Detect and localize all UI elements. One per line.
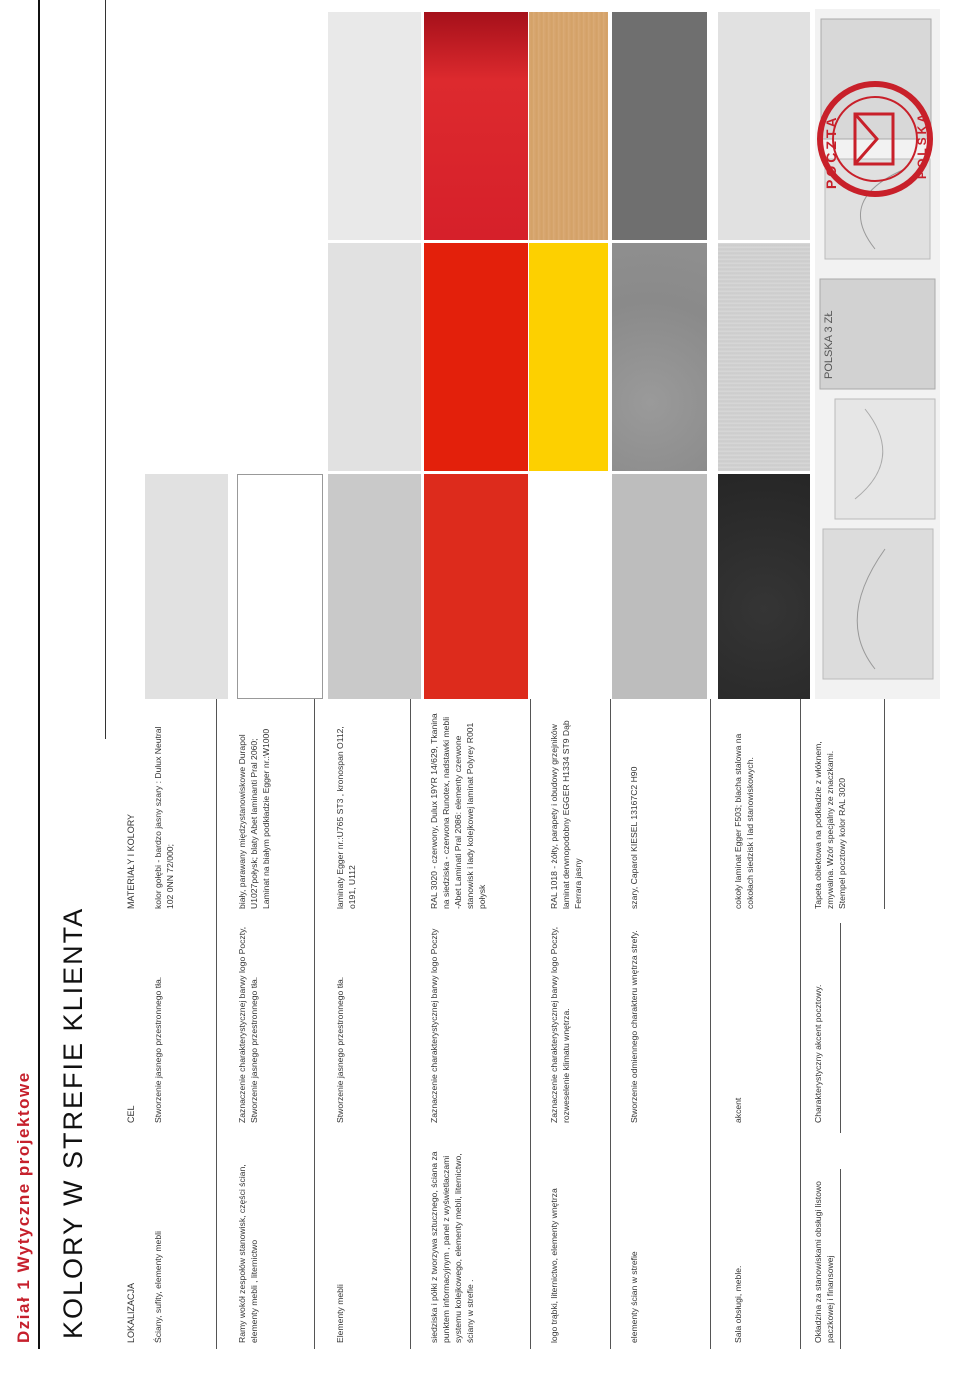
row-5-materials: RAL 1018 - żółty, parapety i obudowy grzejników laminat derwnopodobny EGGER H1334 ST9 Dąb Ferrara jasny [549,720,583,909]
row-8-materials: Tapeta obiektowa na podkładzie z włóknem, zmywalna. Wzór specjalny ze znaczkami. Stempel pocztowy kolor RAL 3020 [813,741,847,909]
row-6-location: elementy ścian w strefie [629,1251,639,1343]
row-5-location: logo trąbki, liternictwo, elementy wnętrza [549,1188,559,1343]
swatch-dark-grey [612,12,707,240]
row-3-location: Elementy mebli [335,1284,345,1343]
swatch-red-fabric [424,474,528,699]
swatch-brushed-steel [718,243,810,471]
swatch-red-gloss [424,12,528,240]
row-divider [840,1169,841,1349]
row-7-materials: cokoły laminat Egger F503; blacha stalowa na cokołach siedzisk i lad stanowiskowych. [733,733,755,909]
row-7-location: Sala obsługi, meble. [733,1265,743,1343]
row-divider [610,699,611,1349]
row-4-location: siedziska i półki z tworzywa sztucznego, ściana za punktem informacyjnym , panel z wyświetlaczami systemu kolejkowego, elementy mebli, liternictwo, ściany w strefie . [429,1151,475,1343]
row-6-materials: szary, Caparol KIESEL 13167C2 H90 [629,766,639,909]
swatch-grey-2 [328,243,421,471]
row-2-materials: biały, parawany międzystanowiskowe Durapol U1027połysk; blaty Abet laminanti Pral 2060; Laminat na białym podkładzie Egger nr.:W1000 [237,728,271,909]
header-location: LOKALIZACJA [126,1282,136,1343]
row-4-materials: RAL 3020 - czerwony, Dulux 19YR 14/629, Tkanina na siedziska - czerwona Runotex, nadstawki mebli -Abet Laminati Pral 2086: elementy czerwone stanowisk i lady kolejkowej laminat Polyrey R001 połysk [429,713,487,909]
stamp-label: POLSKA 3 ZŁ [823,310,835,379]
swatch-grey-1 [328,474,421,699]
row-8-goal: Charakterystyczny akcent pocztowy. [813,984,823,1123]
row-divider [314,699,315,1349]
header-goal: CEL [126,1105,136,1123]
row-3-materials: laminaty Egger nr.:U765 ST3 , kronospan O112, o191, U112 [335,726,357,909]
header-materials: MATERIAŁY I KOLORY [126,813,136,909]
stamp-wallpaper [815,9,940,699]
left-rule [38,0,40,1349]
swatch-grey-4 [612,474,707,699]
header-rule [105,0,106,739]
row-divider [410,699,411,1349]
swatch-grey-5 [718,12,810,240]
row-divider [884,699,885,909]
swatch-light-grey [145,474,228,699]
row-7-goal: akcent [733,1097,743,1123]
row-divider [530,699,531,1349]
swatch-grey-3 [328,12,421,240]
swatch-black [718,474,810,699]
row-6-goal: Stworzenie odmiennego charakteru wnętrza strefy. [629,930,639,1123]
swatch-grey-granite [612,243,707,471]
stamp-text-bottom: POLSKA [915,110,929,179]
row-3-goal: Stworzenie jasnego przestronnego tła. [335,976,345,1123]
row-2-goal: Zaznaczenie charakterystycznej barwy logo Poczty, Stworzenie jasnego przestronnego tła. [237,926,259,1123]
row-1-location: Ściany, sufity, elementy mebli [153,1231,163,1343]
swatch-yellow [529,243,608,471]
row-1-goal: Stworzenie jasnego przestronnego tła. [153,976,163,1123]
swatch-oak [529,12,608,240]
swatch-white [237,474,323,699]
row-divider [216,699,217,1349]
page-title: KOLORY W STREFIE KLIENTA [58,906,88,1339]
row-divider [800,699,801,1349]
row-8-location: Okładzina za stanowiskami obsługi listowo paczkowej i finansowej [813,1181,835,1343]
section-title: Dział 1 Wytyczne projektowe [14,1071,33,1343]
row-4-goal: Zaznaczenie charakterystycznej barwy logo Poczty [429,928,439,1123]
row-2-location: Ramy wokół zespołów stanowisk, części ścian, elementy mebli , liternictwo [237,1164,259,1343]
swatch-red [424,243,528,471]
row-1-materials: kolor gołębi - bardzo jasny szary : Dulux Neutral 102 0NN 72/000; [153,726,175,909]
row-divider [840,923,841,1133]
stamp-text-top: POCZTA [823,114,839,189]
row-divider [710,699,711,1349]
row-5-goal: Zaznaczenie charakterystycznej barwy logo Poczty, rozweselenie klimatu wnętrza. [549,926,571,1123]
